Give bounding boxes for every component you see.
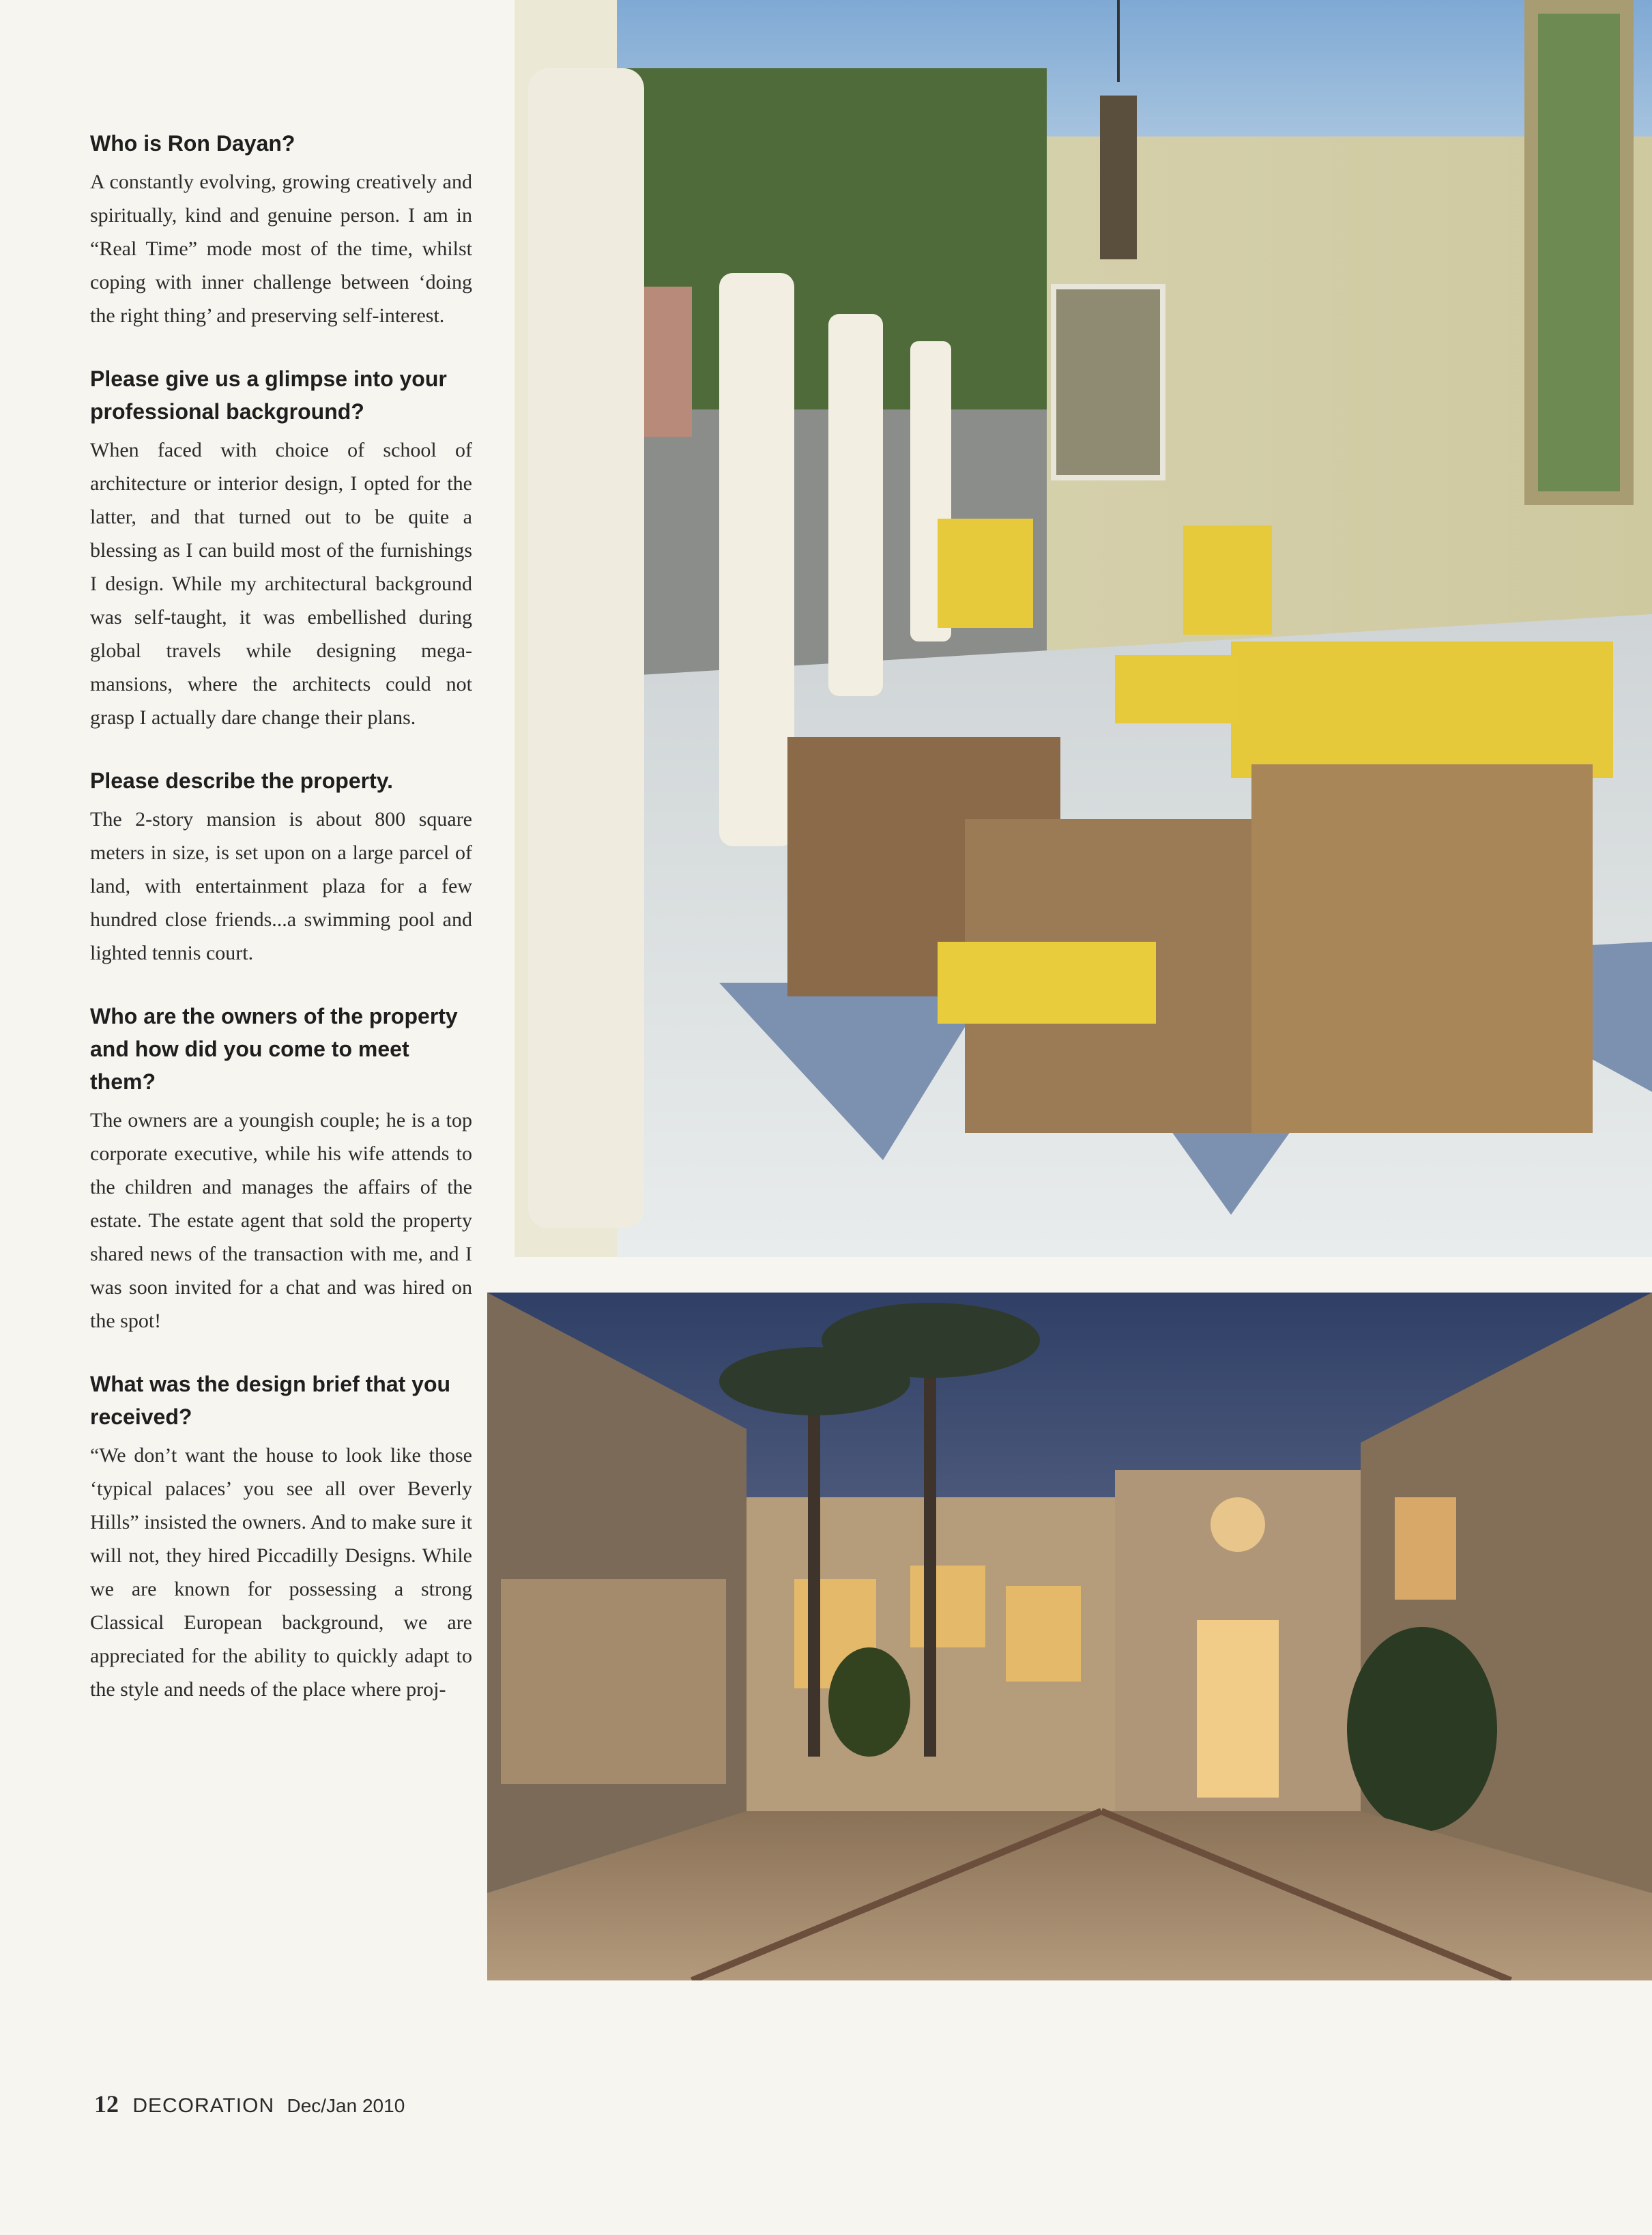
courtyard-photo <box>487 1293 1652 1980</box>
page-number: 12 <box>94 2090 119 2118</box>
question-heading: Please give us a glimpse into your professional background? <box>90 366 447 424</box>
answer-paragraph: A constantly evolving, growing creatively and spiritually, kind and genuine person. I am in “Real Time” mode most of the time, whilst coping with inner challenge between ‘doing the right thing’ and preserving self-interest. <box>90 171 472 327</box>
issue-date: Dec/Jan 2010 <box>287 2095 405 2116</box>
qa-block-3 <box>90 764 472 970</box>
question-heading: What was the design brief that you received? <box>90 1372 451 1429</box>
qa-block-4 <box>90 1000 472 1338</box>
qa-block-5 <box>90 1368 472 1706</box>
question-heading: Please describe the property. <box>90 768 394 793</box>
photo-veranda-icon <box>515 0 1652 1257</box>
qa-block-2 <box>90 362 472 734</box>
article-text-column <box>90 127 472 1736</box>
question-heading: Who is Ron Dayan? <box>90 131 295 156</box>
answer-paragraph: The 2-story mansion is about 800 square meters in size, is set upon on a large parcel of land, with entertainment plaza for a few hundred close friends...a swimming pool and lighted tennis court. <box>90 808 472 964</box>
answer-paragraph: The owners are a youngish couple; he is a top corporate executive, while his wife attends to the children and manages the affairs of the estate. The estate agent that sold the property shared news of the transaction with me, and I was soon invited for a chat and was hired on the spot! <box>90 1109 472 1332</box>
veranda-photo <box>515 0 1652 1257</box>
magazine-name: DECORATION <box>132 2094 275 2117</box>
photo-courtyard-icon <box>487 1293 1652 1980</box>
answer-paragraph: “We don’t want the house to look like those ‘typical palaces’ you see all over Beverly Hills” insisted the owners. And to make sure it will not, they hired Piccadilly Designs. While we are known for possessing a strong Classical European background, we are appreciated for the ability to quickly adapt to the style and needs of the place where proj- <box>90 1444 472 1701</box>
page-footer <box>94 2090 405 2118</box>
question-heading: Who are the owners of the property and how did you come to meet them? <box>90 1004 458 1094</box>
answer-paragraph: When faced with choice of school of architecture or interior design, I opted for the latter, and that turned out to be quite a blessing as I can build most of the furnishings I design. While my architectural background was self-taught, it was embellished during global travels while designing mega-mansions, where the architects could not grasp I actually dare change their plans. <box>90 439 472 729</box>
qa-block-1 <box>90 127 472 332</box>
